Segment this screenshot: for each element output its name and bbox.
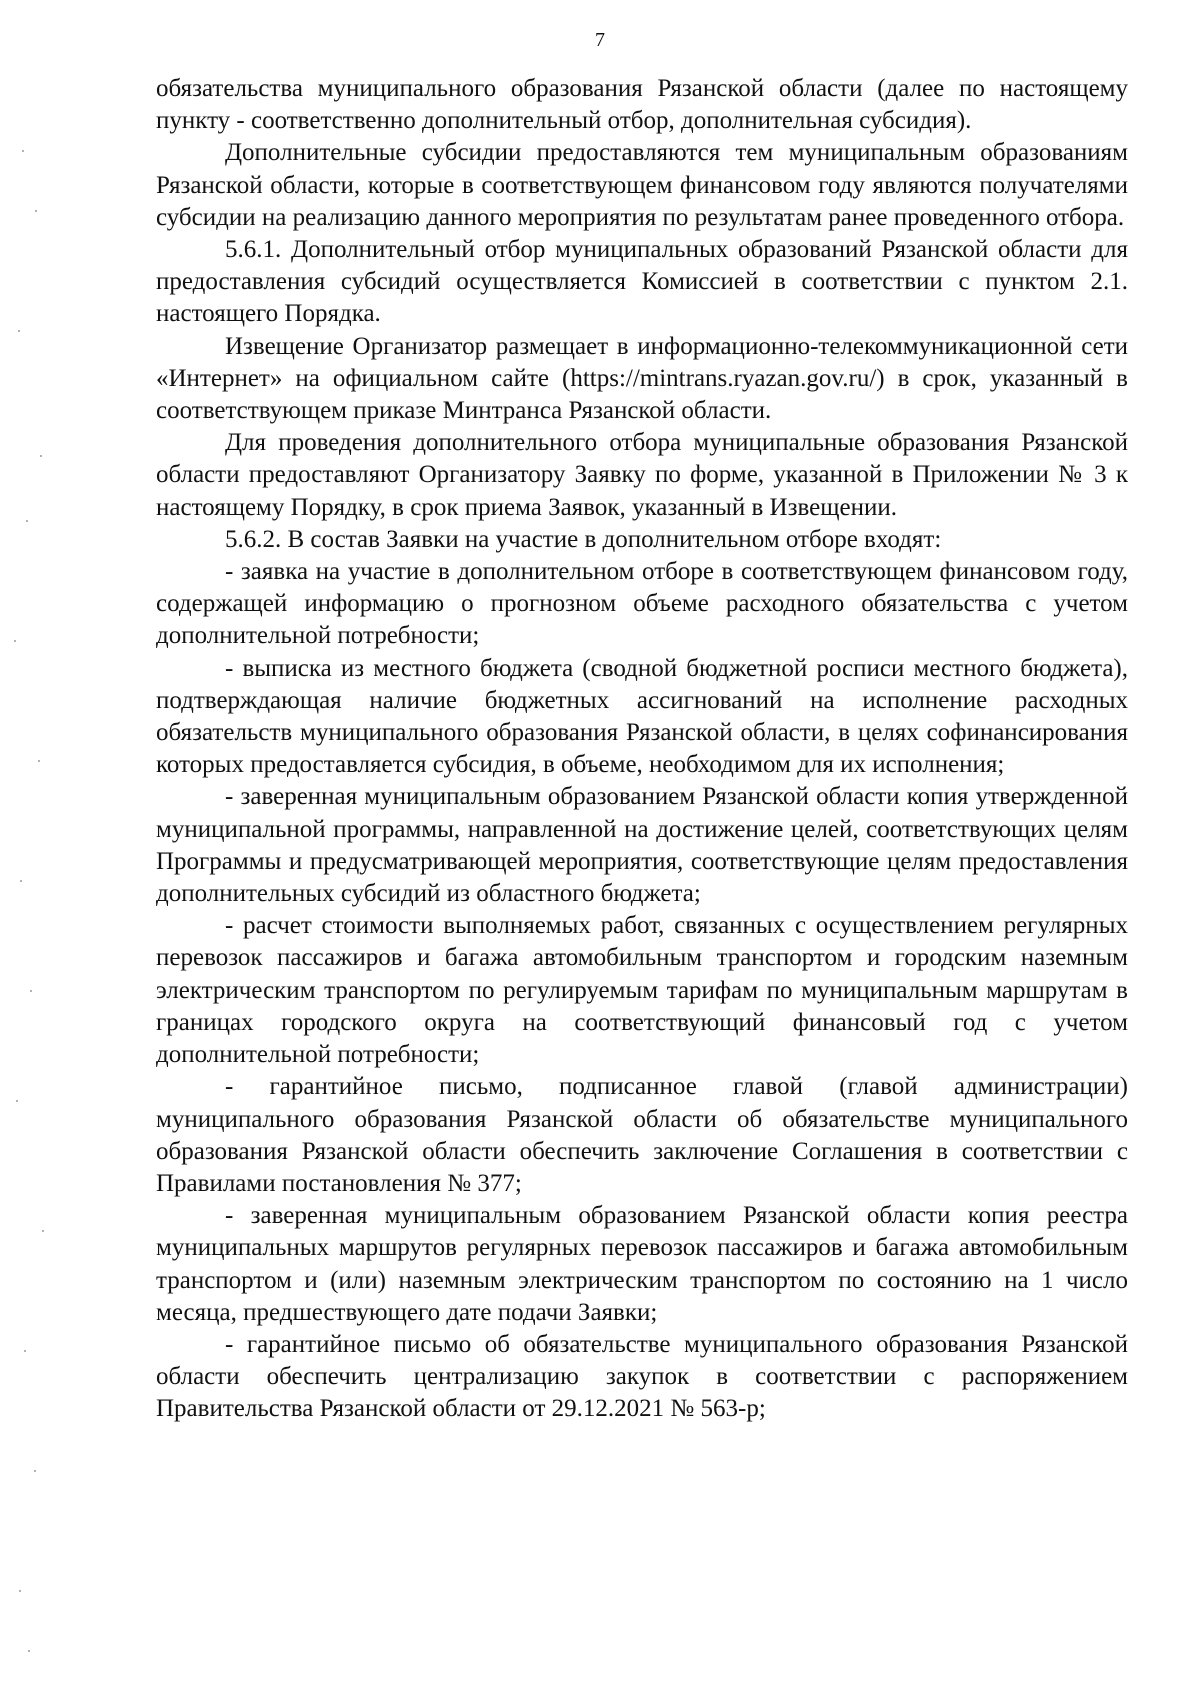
paragraph-5-6-1: 5.6.1. Дополнительный отбор муниципальных образований Рязанской области для предоставления субсидий осуществляется Комиссией в соответствии с пунктом 2.1. настоящего Порядка. xyxy=(156,236,1128,328)
list-item-guarantee-letter-procurement: - гарантийное письмо об обязательстве муниципального образования Рязанской области обеспечить централизацию закупок в соответствии с распоряжением Правительства Рязанской области от 29.12.2021 № 563-р; xyxy=(156,1330,1128,1423)
paragraph-additional-subsidies: Дополнительные субсидии предоставляются тем муниципальным образованиям Рязанской области, которые в соответствующем финансовом году являются получателями субсидии на реализацию данного мероприятия по результатам ранее проведенного отбора. xyxy=(156,139,1128,231)
list-item-guarantee-letter-agreement: - гарантийное письмо, подписанное главой (главой администрации) муниципального образования Рязанской области об обязательстве муниципального образования Рязанской области обеспечить заключение Соглашения в соответствии с Правилами постановления № 377; xyxy=(156,1073,1128,1197)
paragraph-5-6-2: 5.6.2. В состав Заявки на участие в дополнительном отборе входят: xyxy=(225,525,942,553)
paragraph-continuation: обязательства муниципального образования Рязанской области (далее по настоящему пункту - соответственно дополнительный отбор, дополнительная субсидия). xyxy=(156,75,1128,135)
list-item-routes-register: - заверенная муниципальным образованием Рязанской области копия реестра муниципальных маршрутов регулярных перевозок пассажиров и багажа автомобильным транспортом и (или) наземным электрическим транспортом по состоянию на 1 число месяца, предшествующего дате подачи Заявки; xyxy=(156,1202,1128,1326)
list-item-municipal-program: - заверенная муниципальным образованием Рязанской области копия утвержденной муниципальной программы, направленной на достижение целей, соответствующих целям Программы и предусматривающей мероприятия, соответствующие целям предоставления дополнительных субсидий из областного бюджета; xyxy=(156,783,1128,908)
document-body xyxy=(156,73,1128,1426)
list-item-budget-extract: - выписка из местного бюджета (сводной бюджетной росписи местного бюджета), подтверждающая наличие бюджетных ассигнований на исполнение расходных обязательств муниципального образования Рязанской области, в целях софинансирования которых предоставляется субсидия, в объеме, необходимом для их исполнения; xyxy=(156,654,1128,779)
paragraph-application-submission: Для проведения дополнительного отбора муниципальные образования Рязанской области предоставляют Организатору Заявку по форме, указанной в Приложении № 3 к настоящему Порядку, в срок приема Заявок, указанный в Извещении. xyxy=(156,429,1128,521)
list-item-application: - заявка на участие в дополнительном отборе в соответствующем финансовом году, содержащей информацию о прогнозном объеме расходного обязательства с учетом дополнительной потребности; xyxy=(156,558,1128,650)
list-item-cost-calculation: - расчет стоимости выполняемых работ, связанных с осуществлением регулярных перевозок пассажиров и багажа автомобильным транспортом и городским наземным электрическим транспортом по регулируемым тарифам по муниципальным маршрутам в границах городского округа на соответствующий финансовый год с учетом дополнительной потребности; xyxy=(156,912,1128,1069)
paragraph-notice: Извещение Организатор размещает в информационно-телекоммуникационной сети «Интернет» на официальном сайте (https://mintrans.ryazan.gov.ru/) в срок, указанный в соответствующем приказе Минтранса Рязанской области. xyxy=(156,332,1128,425)
scan-edge-noise xyxy=(0,0,60,1697)
page-number: 7 xyxy=(595,29,605,51)
